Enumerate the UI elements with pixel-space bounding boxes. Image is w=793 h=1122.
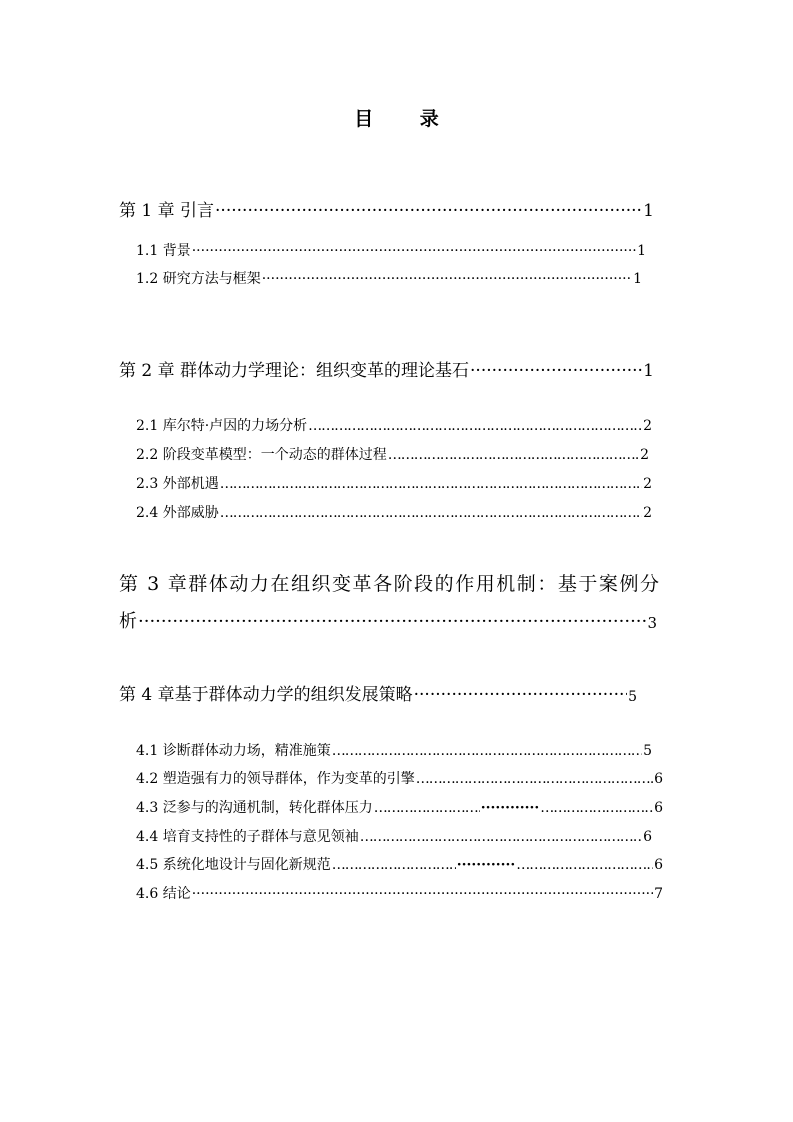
dot-leader [262, 272, 632, 286]
toc-entry-page: 6 [654, 800, 663, 816]
toc-entry-label: 4.5 系统化地设计与固化新规范 [136, 857, 331, 873]
dot-leader-bold: ············ [456, 857, 516, 873]
toc-entry-2-1[interactable] [136, 419, 652, 433]
toc-entry-label: 4.3 泛参与的沟通机制，转化群体压力 [136, 800, 373, 816]
toc-entry-label: 析 [119, 611, 137, 632]
toc-entry-label: 第 1 章 引言 [119, 201, 215, 221]
dot-leader [414, 687, 627, 704]
ellipsis-leader [516, 858, 653, 872]
toc-entry-label: 2.2 阶段变革模型：一个动态的群体过程 [136, 447, 387, 463]
toc-entry-label: 2.1 库尔特·卢因的力场分析 [136, 418, 308, 434]
toc-entry-4-2[interactable] [136, 772, 663, 786]
toc-entry-chapter-3-line-2[interactable] [119, 613, 657, 631]
toc-entry-page: 2 [640, 447, 649, 463]
ellipsis-leader [220, 506, 642, 520]
toc-entry-4-4[interactable] [136, 830, 652, 844]
toc-entry-page: 2 [643, 505, 652, 521]
toc-entry-4-5[interactable] [136, 858, 663, 872]
ellipsis-leader [416, 772, 653, 786]
toc-entry-label: 1.2 研究方法与框架 [136, 271, 261, 287]
toc-entry-label: 4.4 培育支持性的子群体与意见领袖 [136, 829, 359, 845]
toc-entry-label: 2.4 外部威胁 [136, 505, 219, 521]
toc-entry-label: 1.1 背景 [136, 243, 191, 259]
toc-entry-2-2[interactable] [136, 448, 649, 462]
dot-leader [138, 613, 646, 631]
toc-entry-chapter-3-line-1[interactable]: 第 3 章群体动力在组织变革各阶段的作用机制：基于案例分 [119, 573, 660, 595]
toc-entry-page: 5 [628, 689, 637, 705]
dot-leader-bold: ············ [480, 800, 540, 816]
dot-leader [192, 244, 636, 258]
ellipsis-leader [308, 419, 642, 433]
toc-entry-chapter-1[interactable] [119, 203, 654, 220]
ellipsis-leader [360, 830, 642, 844]
toc-entry-label: 2.3 外部机遇 [136, 476, 219, 492]
toc-entry-page: 6 [654, 771, 663, 787]
toc-entry-label: 4.2 塑造强有力的领导群体，作为变革的引擎 [136, 771, 415, 787]
dot-leader [192, 887, 653, 901]
dot-leader [470, 363, 642, 380]
toc-entry-page: 1 [643, 361, 654, 381]
toc-entry-1-1[interactable] [136, 244, 646, 258]
toc-entry-page: 2 [643, 476, 652, 492]
toc-entry-2-4[interactable] [136, 506, 652, 520]
ellipsis-leader [332, 858, 456, 872]
ellipsis-leader [374, 801, 480, 815]
dot-leader [215, 203, 642, 220]
toc-entry-4-1[interactable] [136, 744, 652, 758]
toc-entry-page: 6 [643, 829, 652, 845]
toc-entry-page: 1 [633, 271, 642, 287]
ellipsis-leader [220, 477, 642, 491]
toc-entry-page: 5 [643, 743, 652, 759]
toc-entry-1-2[interactable] [136, 272, 642, 286]
toc-entry-4-3[interactable] [136, 801, 663, 815]
ellipsis-leader [332, 744, 642, 758]
toc-entry-label: 4.1 诊断群体动力场，精准施策 [136, 743, 331, 759]
toc-entry-2-3[interactable] [136, 477, 652, 491]
toc-entry-label: 4.6 结论 [136, 886, 191, 902]
toc-entry-page: 6 [654, 857, 663, 873]
toc-entry-chapter-2[interactable] [119, 363, 654, 380]
ellipsis-leader [388, 448, 639, 462]
toc-entry-page: 3 [647, 614, 657, 632]
toc-entry-4-6[interactable] [136, 887, 663, 901]
toc-entry-page: 7 [654, 886, 663, 902]
ellipsis-leader [540, 801, 653, 815]
toc-entry-page: 2 [643, 418, 652, 434]
toc-entry-page: 1 [643, 201, 654, 221]
toc-title: 目 录 [354, 108, 459, 130]
toc-entry-chapter-4[interactable] [119, 687, 637, 704]
toc-entry-label: 第 4 章基于群体动力学的组织发展策略 [119, 685, 413, 705]
toc-entry-label: 第 2 章 群体动力学理论：组织变革的理论基石 [119, 361, 470, 381]
toc-entry-page: 1 [637, 243, 646, 259]
